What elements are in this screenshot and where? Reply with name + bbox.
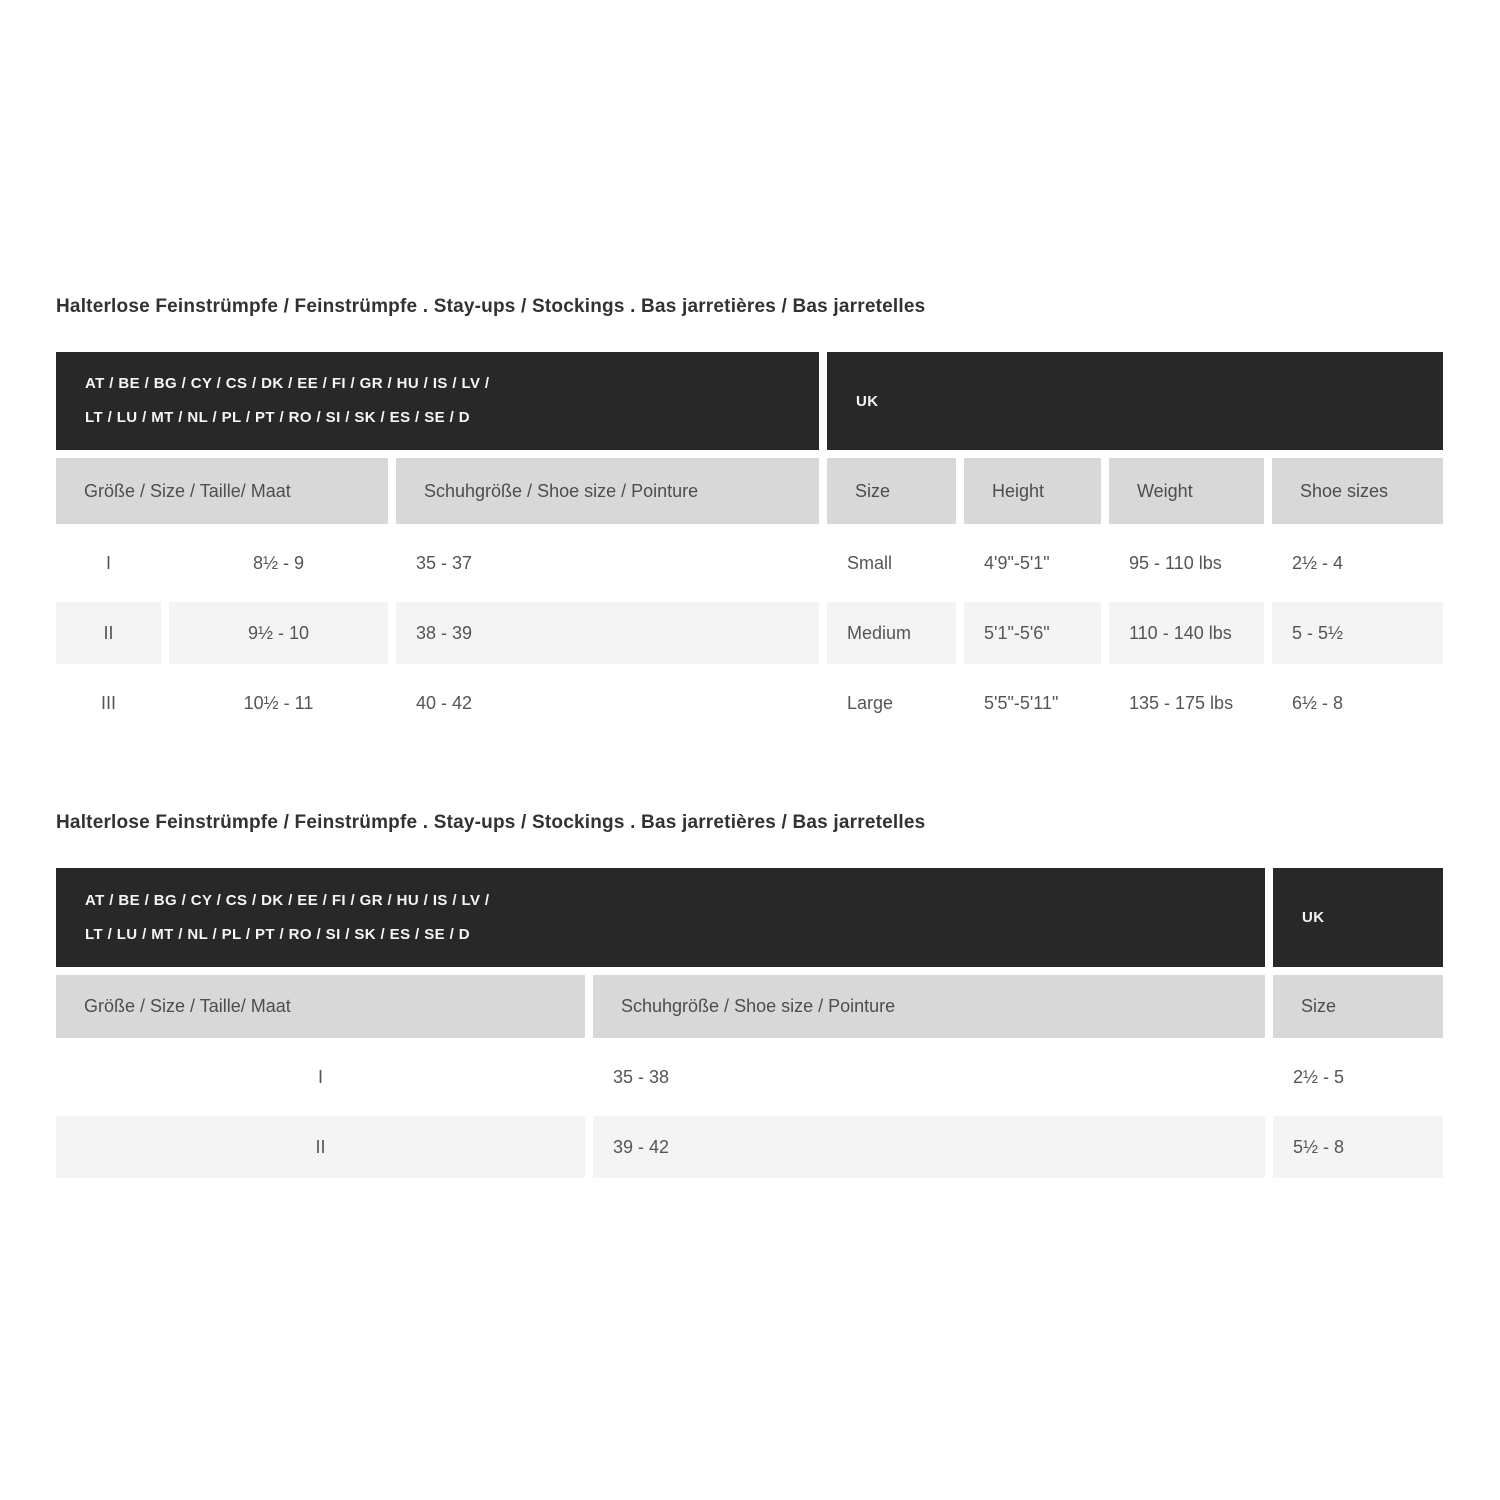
- cell-numeral: III: [100, 692, 116, 713]
- cell-eu-size: 9½ - 10: [169, 602, 388, 664]
- cell-uk-weight: 110 - 140 lbs: [1109, 602, 1264, 664]
- cell-eu-size: 10½ - 11: [243, 692, 314, 713]
- eu-countries-line2: LT / LU / MT / NL / PL / PT / RO / SI / SK / ES / SE / D: [85, 925, 470, 943]
- size-chart-table-eu-uk: [56, 352, 1443, 734]
- col-header-size-group: Größe / Size / Taille/ Maat: [56, 458, 388, 524]
- cell-uk-weight: 95 - 110 lbs: [1129, 552, 1222, 573]
- cell-eu-shoe: 35 - 37: [416, 552, 473, 573]
- eu-countries-header-cell: [56, 868, 1265, 967]
- cell-eu-shoe: 35 - 38: [613, 1066, 670, 1087]
- cell-numeral: I: [105, 552, 111, 573]
- cell-uk-size: 2½ - 5: [1293, 1066, 1345, 1087]
- cell-uk-shoe: 6½ - 8: [1292, 692, 1344, 713]
- eu-countries-line2: LT / LU / MT / NL / PL / PT / RO / SI / SK / ES / SE / D: [85, 409, 470, 426]
- eu-countries-line1: AT / BE / BG / CY / CS / DK / EE / FI / GR / HU / IS / LV /: [85, 375, 490, 392]
- eu-countries-line1: AT / BE / BG / CY / CS / DK / EE / FI / GR / HU / IS / LV /: [85, 891, 490, 909]
- col-header-uk-size: Size: [1273, 975, 1443, 1038]
- col-header-shoe-size: Schuhgröße / Shoe size / Pointure: [593, 975, 1265, 1038]
- cell-uk-shoe: 5 - 5½: [1272, 602, 1443, 664]
- cell-uk-size: Large: [847, 692, 894, 713]
- size-chart-title-stayups-1: Halterlose Feinstrümpfe / Feinstrümpfe . Stay-ups / Stockings . Bas jarretières / Bas jarretelles: [56, 296, 926, 317]
- eu-countries-header-cell: [56, 352, 819, 450]
- uk-header-cell: [827, 352, 1443, 450]
- cell-uk-size: Medium: [827, 602, 956, 664]
- size-chart-table-eu-uk-simple: [56, 868, 1443, 1178]
- cell-numeral: I: [317, 1066, 323, 1087]
- uk-label: UK: [856, 392, 879, 410]
- cell-numeral: II: [56, 602, 161, 664]
- cell-uk-height: 5'1"-5'6": [964, 602, 1101, 664]
- uk-header-cell: [1273, 868, 1443, 967]
- col-header-shoe-size: Schuhgröße / Shoe size / Pointure: [396, 458, 819, 524]
- cell-eu-shoe: 40 - 42: [416, 692, 473, 713]
- col-header-uk-height: Height: [964, 458, 1101, 524]
- cell-uk-size: Small: [847, 552, 893, 573]
- col-header-uk-shoe-sizes: Shoe sizes: [1272, 458, 1443, 524]
- cell-uk-size: 5½ - 8: [1273, 1116, 1443, 1178]
- cell-numeral: II: [56, 1116, 585, 1178]
- uk-label: UK: [1302, 909, 1325, 926]
- cell-uk-height: 4'9"-5'1": [984, 552, 1050, 573]
- cell-uk-weight: 135 - 175 lbs: [1129, 692, 1234, 713]
- cell-eu-size: 8½ - 9: [252, 552, 305, 573]
- cell-uk-shoe: 2½ - 4: [1292, 552, 1344, 573]
- cell-uk-height: 5'5"-5'11": [984, 692, 1059, 713]
- cell-eu-shoe: 38 - 39: [396, 602, 819, 664]
- size-chart-title-stayups-2: Halterlose Feinstrümpfe / Feinstrümpfe . Stay-ups / Stockings . Bas jarretières / Bas jarretelles: [56, 812, 926, 833]
- col-header-size-group: Größe / Size / Taille/ Maat: [56, 975, 585, 1038]
- col-header-uk-weight: Weight: [1109, 458, 1264, 524]
- col-header-uk-size: Size: [827, 458, 956, 524]
- cell-eu-shoe: 39 - 42: [593, 1116, 1265, 1178]
